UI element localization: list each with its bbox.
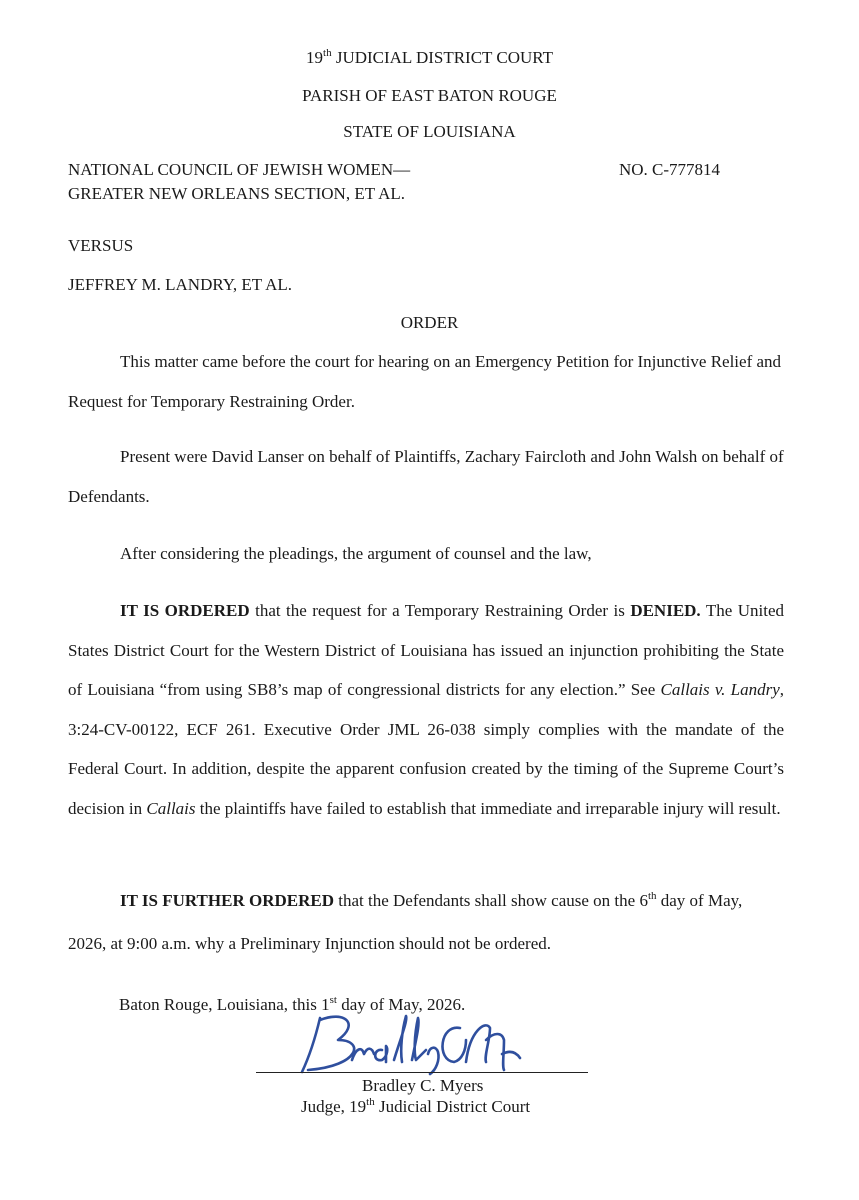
order-title: ORDER	[400, 313, 459, 332]
judge-title: Judge, 19th Judicial District Court	[301, 1096, 531, 1116]
ordered-heading: IT IS ORDERED	[120, 601, 250, 620]
paragraph-further-ordered: IT IS FURTHER ORDERED that the Defendants shall show cause on the 6th day of May, 2026, at 9:00 a.m. why a Preliminary Injunction should not be ordered.	[68, 890, 743, 953]
plaintiff-line-2: GREATER NEW ORLEANS SECTION, ET AL.	[68, 184, 406, 203]
judge-signature	[290, 1010, 530, 1080]
paragraph-ordered: IT IS ORDERED that the request for a Temporary Restraining Order is DENIED. The United States District Court for the Western District of Louisiana has issued an injunction prohibiting the State of Louisiana “from using SB8’s map of congressional districts for any election.” See Callais v. Landry, 3:24-CV-00122, ECF 261. Executive Order JML 26-038 simply complies with the mandate of the Federal Court. In addition, despite the apparent confusion created by the timing of the Supreme Court’s decision in Callais the plaintiffs have failed to establish that immediate and irreparable injury will result.	[68, 601, 784, 818]
versus-label: VERSUS	[68, 236, 134, 255]
case-number: NO. C-777814	[619, 160, 721, 179]
case-reference: Callais	[146, 798, 196, 818]
date-line: Baton Rouge, Louisiana, this 1st day of May, 2026.	[119, 994, 466, 1014]
court-name: 19th JUDICIAL DISTRICT COURT	[306, 47, 553, 67]
paragraph-hearing: This matter came before the court for hearing on an Emergency Petition for Injunctive Relief and Request for Temporary Restraining Order.	[68, 352, 782, 411]
judge-name: Bradley C. Myers	[362, 1076, 484, 1095]
case-citation: Callais v. Landry	[660, 680, 780, 699]
paragraph-considering: After considering the pleadings, the argument of counsel and the law,	[120, 544, 592, 563]
state-name: STATE OF LOUISIANA	[343, 122, 516, 141]
further-ordered-heading: IT IS FURTHER ORDERED	[120, 891, 334, 910]
defendant-name: JEFFREY M. LANDRY, ET AL.	[68, 275, 293, 294]
plaintiff-line-1: NATIONAL COUNCIL OF JEWISH WOMEN—	[68, 160, 411, 179]
signature-line	[256, 1072, 588, 1073]
denied-word: DENIED.	[630, 601, 701, 620]
paragraph-present: Present were David Lanser on behalf of Plaintiffs, Zachary Faircloth and John Walsh on behalf of Defendants.	[68, 447, 784, 506]
parish-name: PARISH OF EAST BATON ROUGE	[302, 86, 557, 105]
